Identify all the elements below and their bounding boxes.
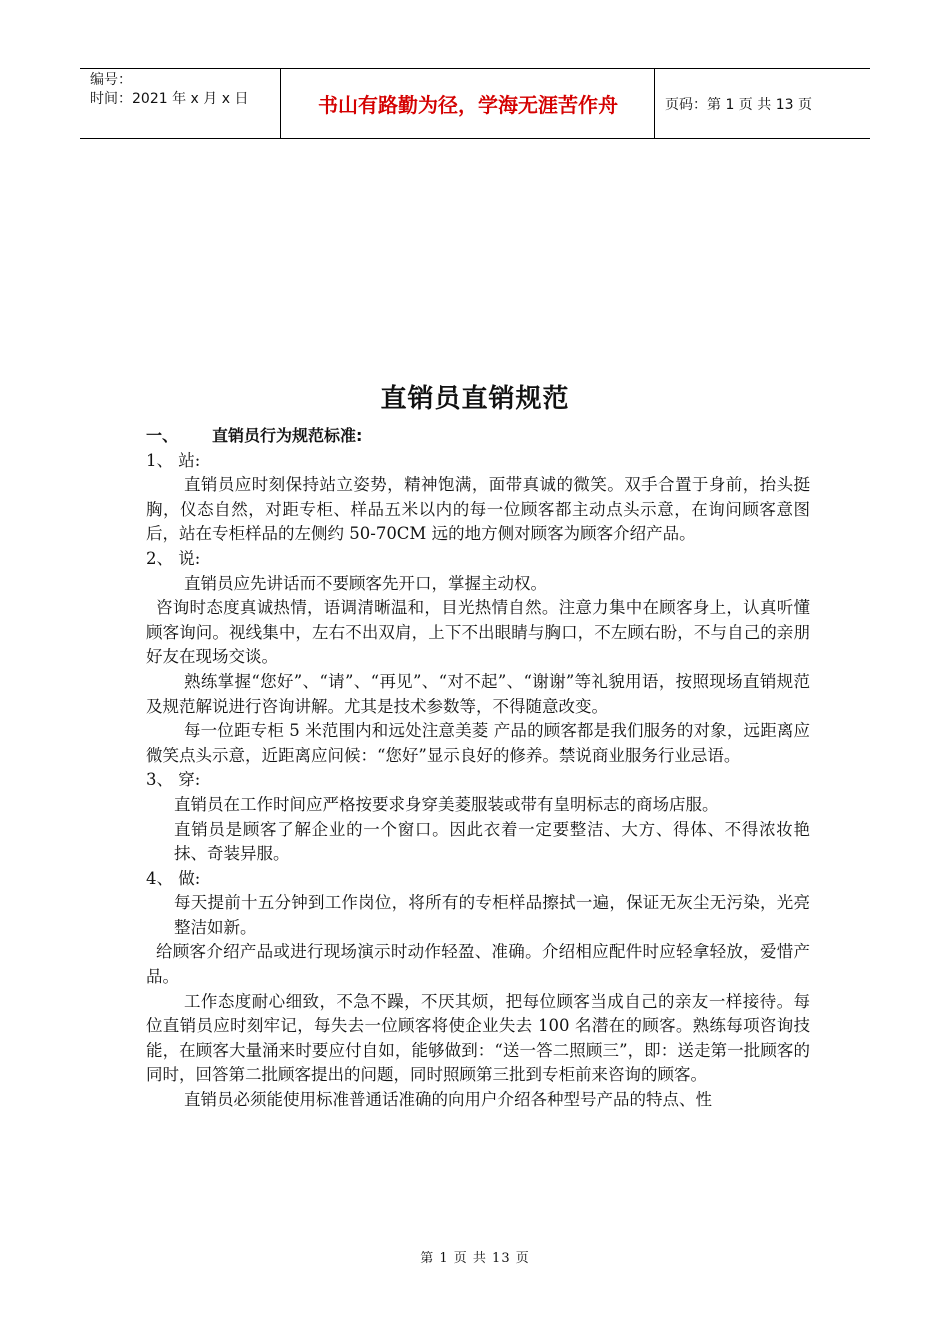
paragraph: 咨询时态度真诚热情，语调清晰温和，目光热情自然。注意力集中在顾客身上，认真听懂顾客询问。视线集中，左右不出双肩，上下不出眼睛与胸口，不左顾右盼，不与自己的亲朋好友在现场交谈。 bbox=[146, 598, 810, 667]
number-label: 编号： bbox=[90, 72, 132, 88]
section-number: 一、 bbox=[146, 426, 179, 445]
header-page-info: 页码：第 1 页 共 13 页 bbox=[665, 96, 812, 113]
item-speak-title: 2、 说: bbox=[146, 548, 201, 568]
item-stand-title: 1、 站: bbox=[146, 450, 201, 470]
page-footer: 第 1 页 共 13 页 bbox=[420, 1251, 530, 1266]
paragraph: 直销员应时刻保持站立姿势，精神饱满，面带真诚的微笑。双手合置于身前，抬头挺胸，仪态自然，对距专柜、样品五米以内的每一位顾客都主动点头示意，在询问顾客意图后，站在专柜样品的左侧约 50-70CM 远的地方侧对顾客为顾客介绍产品。 bbox=[146, 475, 810, 544]
paragraph: 每天提前十五分钟到工作岗位，将所有的专柜样品擦拭一遍，保证无灰尘无污染，光亮整洁如新。 bbox=[174, 893, 810, 937]
header-table bbox=[80, 68, 870, 139]
paragraph: 每一位距专柜 5 米范围内和远处注意美菱 产品的顾客都是我们服务的对象，远距离应微笑点头示意，近距离应问候：“您好”显示良好的修养。禁说商业服务行业忌语。 bbox=[146, 721, 810, 765]
paragraph: 熟练掌握“您好”、“请”、“再见”、“对不起”、“谢谢”等礼貌用语，按照现场直销规范及规范解说进行咨询讲解。尤其是技术参数等，不得随意改变。 bbox=[146, 671, 810, 716]
paragraph: 给顾客介绍产品或进行现场演示时动作轻盈、准确。介绍相应配件时应轻拿轻放，爱惜产品。 bbox=[146, 942, 810, 987]
header-motto: 书山有路勤为径，学海无涯苦作舟 bbox=[282, 69, 655, 138]
paragraph: 直销员应先讲话而不要顾客先开口，掌握主动权。 bbox=[184, 573, 547, 593]
document-title: 直销员直销规范 bbox=[380, 384, 570, 414]
item-wear-title: 3、 穿: bbox=[146, 770, 201, 790]
header-meta bbox=[80, 69, 281, 138]
paragraph: 直销员在工作时间应严格按要求身穿美菱服装或带有皇明标志的商场店服。 bbox=[174, 794, 719, 814]
paragraph: 直销员是顾客了解企业的一个窗口。因此衣着一定要整洁、大方、得体、不得浓妆艳抹、奇装异服。 bbox=[174, 819, 810, 864]
paragraph: 直销员必须能使用标准普通话准确的向用户介绍各种型号产品的特点、性 bbox=[184, 1090, 712, 1110]
item-do-title: 4、 做: bbox=[146, 868, 201, 888]
paragraph: 工作态度耐心细致，不急不躁，不厌其烦，把每位顾客当成自己的亲友一样接待。每位直销员应时刻牢记，每失去一位顾客将使企业失去 100 名潜在的顾客。熟练每项咨询技能，在顾客大量涌来时要应付自如，能够做到：“送一答二照顾三”，即：送走第一批顾客的同时，回答第二批顾客提出的问题，同时照顾第三批到专柜前来咨询的顾客。 bbox=[146, 991, 810, 1085]
section-heading bbox=[146, 424, 810, 449]
section-title: 直销员行为规范标准: bbox=[212, 426, 363, 445]
date-label: 时间：2021 年 x 月 x 日 bbox=[90, 91, 249, 107]
document-body bbox=[146, 424, 810, 1113]
